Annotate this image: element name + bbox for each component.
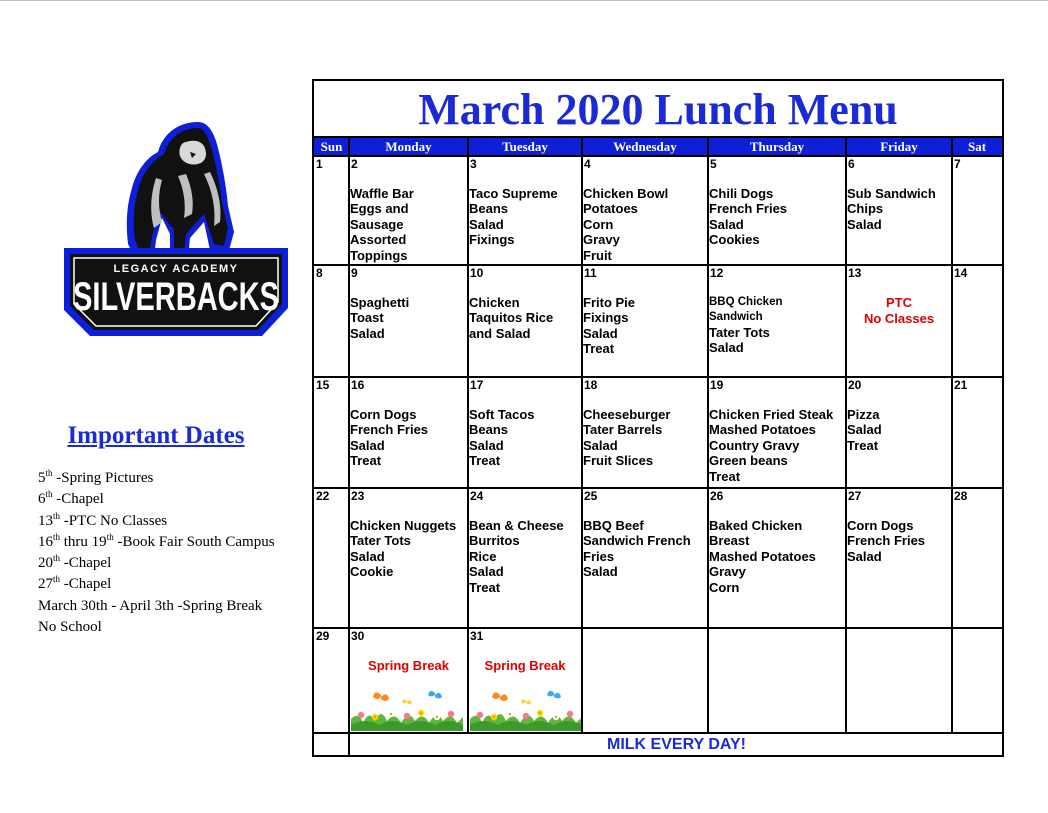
menu-items bbox=[350, 186, 414, 263]
day-cell-sun bbox=[314, 156, 349, 265]
day-number: 24 bbox=[470, 489, 484, 503]
menu-item: Salad bbox=[469, 216, 504, 232]
menu-item: Chicken bbox=[469, 295, 520, 310]
menu-item: Tater Tots bbox=[350, 533, 411, 549]
menu-item: Beans bbox=[469, 201, 509, 217]
day-number: 26 bbox=[710, 489, 724, 503]
menu-item: Waffle Bar bbox=[350, 186, 414, 201]
menu-item: Salad bbox=[469, 437, 504, 453]
menu-item: Treat bbox=[350, 453, 382, 469]
day-cell-wednesday bbox=[582, 265, 708, 377]
grid-line bbox=[845, 137, 847, 733]
menu-item: Treat bbox=[469, 453, 501, 469]
menu-items bbox=[709, 295, 783, 355]
menu-item: Salad bbox=[350, 325, 385, 341]
menu-item: Spaghetti bbox=[350, 295, 410, 310]
day-number: 2 bbox=[351, 157, 358, 171]
important-date-item: 6th -Chapel bbox=[38, 489, 104, 508]
menu-item: Sandwich bbox=[709, 311, 763, 323]
menu-item: Corn Dogs bbox=[350, 407, 417, 422]
menu-items bbox=[847, 186, 936, 232]
event-note bbox=[846, 295, 952, 326]
menu-item: Salad bbox=[583, 564, 618, 580]
grid-line bbox=[951, 137, 953, 733]
menu-item: Assorted bbox=[350, 232, 407, 248]
day-number: 13 bbox=[848, 266, 862, 280]
day-number: 30 bbox=[351, 629, 365, 643]
menu-item: Burritos bbox=[469, 533, 520, 549]
day-cell-thursday bbox=[708, 377, 846, 488]
menu-items bbox=[709, 186, 787, 248]
day-number: 3 bbox=[470, 157, 477, 171]
menu-items bbox=[583, 186, 668, 263]
lunch-calendar bbox=[312, 79, 1004, 757]
menu-item: Cheeseburger bbox=[583, 407, 671, 422]
menu-items bbox=[469, 518, 564, 595]
day-number: 27 bbox=[848, 489, 862, 503]
menu-item: Salad bbox=[583, 325, 618, 341]
day-cell-wednesday bbox=[582, 488, 708, 628]
spring-flowers-icon bbox=[470, 687, 582, 731]
menu-item: Fruit bbox=[583, 247, 612, 263]
menu-items bbox=[583, 407, 670, 469]
menu-item: Salad bbox=[350, 548, 385, 564]
menu-item: Tater Barrels bbox=[583, 422, 663, 438]
header-friday: Friday bbox=[846, 137, 952, 156]
grid-line bbox=[314, 732, 1002, 734]
important-date-item: 13th -PTC No Classes bbox=[38, 510, 168, 529]
menu-items bbox=[583, 295, 635, 357]
day-number: 20 bbox=[848, 378, 862, 392]
header-monday: Monday bbox=[349, 137, 468, 156]
menu-item: Salad bbox=[847, 422, 882, 438]
day-number: 7 bbox=[954, 157, 961, 171]
header-sat: Sat bbox=[952, 137, 1002, 156]
menu-item: Pizza bbox=[847, 407, 880, 422]
menu-item: Breast bbox=[709, 533, 750, 549]
header-tuesday: Tuesday bbox=[468, 137, 582, 156]
grid-line bbox=[314, 264, 1002, 266]
menu-item: Green beans bbox=[709, 453, 788, 469]
menu-item: French Fries bbox=[847, 533, 926, 549]
day-number: 6 bbox=[848, 157, 855, 171]
day-cell-sat bbox=[952, 488, 1002, 628]
day-cell-monday bbox=[349, 377, 468, 488]
menu-items bbox=[469, 186, 558, 248]
menu-items bbox=[847, 407, 882, 453]
day-cell-tuesday bbox=[468, 265, 582, 377]
grid-line bbox=[348, 733, 350, 755]
menu-item: Chicken Nuggets bbox=[350, 518, 457, 533]
day-cell-sat bbox=[952, 156, 1002, 265]
menu-item: Salad bbox=[350, 437, 385, 453]
day-cell-friday bbox=[846, 265, 952, 377]
day-cell-sat bbox=[952, 377, 1002, 488]
important-date-item: 5th -Spring Pictures bbox=[38, 468, 154, 486]
day-number: 11 bbox=[584, 266, 597, 280]
day-number: 31 bbox=[470, 629, 484, 643]
menu-item: Beans bbox=[469, 422, 509, 438]
event-note bbox=[349, 658, 468, 674]
menu-item: Salad bbox=[709, 340, 744, 355]
header-sun: Sun bbox=[314, 137, 349, 156]
day-cell-tuesday bbox=[468, 628, 582, 733]
logo-main-text: SILVERBACKS bbox=[73, 275, 279, 319]
event-note-line: PTC bbox=[886, 295, 912, 310]
day-number: 16 bbox=[351, 378, 365, 392]
important-date-item: March 30th - April 3th -Spring Break bbox=[38, 597, 263, 614]
grid-line bbox=[314, 155, 1002, 157]
menu-items bbox=[709, 518, 816, 595]
grid-line bbox=[707, 137, 709, 733]
day-cell-monday bbox=[349, 156, 468, 265]
menu-item: Taquitos Rice bbox=[469, 310, 554, 326]
grid-line bbox=[581, 137, 583, 733]
important-date-item: 16th thru 19th -Book Fair South Campus bbox=[38, 531, 275, 550]
day-number: 12 bbox=[710, 266, 724, 280]
menu-item: Gravy bbox=[709, 564, 746, 580]
menu-item: Fruit Slices bbox=[583, 453, 654, 469]
day-number: 25 bbox=[584, 489, 598, 503]
day-cell-friday bbox=[846, 156, 952, 265]
calendar-title: March 2020 Lunch Menu bbox=[418, 85, 898, 134]
important-dates-title: Important Dates bbox=[67, 422, 245, 449]
event-note-line: Spring Break bbox=[484, 658, 566, 673]
day-number: 17 bbox=[470, 378, 484, 392]
menu-item: Taco Supreme bbox=[469, 186, 558, 201]
grid-line bbox=[314, 487, 1002, 489]
header-wednesday: Wednesday bbox=[582, 137, 708, 156]
important-date-item: No School bbox=[38, 619, 102, 636]
page-top-rule bbox=[0, 0, 1048, 1]
day-cell-wednesday bbox=[582, 628, 708, 733]
menu-item: Frito Pie bbox=[583, 295, 636, 310]
menu-item: Fixings bbox=[469, 232, 515, 248]
day-number: 4 bbox=[584, 157, 591, 171]
day-cell-sun bbox=[314, 377, 349, 488]
menu-item: Baked Chicken bbox=[709, 518, 803, 533]
day-cell-friday bbox=[846, 488, 952, 628]
menu-item: French Fries bbox=[350, 422, 429, 438]
logo-top-text: LEGACY ACADEMY bbox=[113, 263, 239, 275]
menu-item: Corn bbox=[583, 216, 614, 232]
day-cell-friday bbox=[846, 628, 952, 733]
menu-item: Treat bbox=[709, 468, 741, 484]
spring-flowers-icon bbox=[351, 687, 463, 731]
day-number: 10 bbox=[470, 266, 484, 280]
event-note bbox=[468, 658, 582, 674]
day-cell-thursday bbox=[708, 488, 846, 628]
day-cell-tuesday bbox=[468, 488, 582, 628]
menu-item: Corn Dogs bbox=[847, 518, 914, 533]
day-number: 23 bbox=[351, 489, 365, 503]
day-cell-monday bbox=[349, 265, 468, 377]
day-number: 18 bbox=[584, 378, 598, 392]
day-cell-sat bbox=[952, 628, 1002, 733]
menu-items bbox=[350, 407, 428, 469]
grid-line bbox=[314, 376, 1002, 378]
day-number: 8 bbox=[316, 266, 323, 280]
day-cell-friday bbox=[846, 377, 952, 488]
day-cell-thursday bbox=[708, 628, 846, 733]
important-date-item: 27th -Chapel bbox=[38, 574, 112, 593]
gorilla-icon bbox=[127, 122, 234, 260]
menu-item: Salad bbox=[847, 216, 882, 232]
day-cell-sun bbox=[314, 488, 349, 628]
menu-item: BBQ Beef bbox=[583, 518, 644, 533]
event-note-line: Spring Break bbox=[368, 658, 449, 673]
menu-item: Bean & Cheese bbox=[469, 518, 564, 533]
menu-items bbox=[469, 295, 553, 341]
menu-item: Salad bbox=[709, 216, 744, 232]
menu-items bbox=[583, 518, 691, 580]
day-number: 9 bbox=[351, 266, 358, 280]
menu-item: Chicken Bowl bbox=[583, 186, 669, 201]
menu-item: Salad bbox=[847, 548, 882, 564]
important-date-item: 20th -Chapel bbox=[38, 553, 112, 572]
menu-item: Cookie bbox=[350, 564, 394, 580]
day-cell-sun bbox=[314, 265, 349, 377]
menu-item: Treat bbox=[583, 341, 615, 357]
day-number: 28 bbox=[954, 489, 968, 503]
day-number: 22 bbox=[316, 489, 330, 503]
menu-items bbox=[847, 518, 925, 564]
menu-item: Fixings bbox=[583, 310, 629, 326]
menu-item: French Fries bbox=[709, 201, 788, 217]
day-cell-sat bbox=[952, 265, 1002, 377]
menu-item: Soft Tacos bbox=[469, 407, 535, 422]
menu-item: Sausage bbox=[350, 216, 404, 232]
menu-item: BBQ Chicken bbox=[709, 296, 783, 308]
menu-item: Tater Tots bbox=[709, 325, 770, 340]
day-number: 5 bbox=[710, 157, 717, 171]
day-cell-sun bbox=[314, 628, 349, 733]
menu-item: Potatoes bbox=[583, 201, 638, 217]
day-number: 21 bbox=[954, 378, 968, 392]
header-thursday: Thursday bbox=[708, 137, 846, 156]
menu-item: Treat bbox=[847, 437, 879, 453]
day-cell-thursday bbox=[708, 265, 846, 377]
calendar-grid bbox=[314, 81, 1002, 755]
menu-item: Mashed Potatoes bbox=[709, 548, 816, 564]
day-cell-monday bbox=[349, 488, 468, 628]
menu-item: Cookies bbox=[709, 232, 760, 248]
menu-item: Chicken Fried Steak bbox=[709, 407, 834, 422]
menu-items bbox=[469, 407, 535, 469]
menu-item: Chips bbox=[847, 201, 884, 217]
day-cell-wednesday bbox=[582, 377, 708, 488]
menu-item: Sub Sandwich bbox=[847, 186, 936, 201]
day-cell-tuesday bbox=[468, 156, 582, 265]
milk-footer: MILK EVERY DAY! bbox=[607, 736, 746, 753]
menu-items bbox=[350, 295, 409, 341]
menu-item: Treat bbox=[469, 579, 501, 595]
menu-items bbox=[709, 407, 833, 484]
menu-items bbox=[350, 518, 456, 580]
day-cell-wednesday bbox=[582, 156, 708, 265]
day-number: 15 bbox=[316, 378, 330, 392]
menu-item: Eggs and bbox=[350, 201, 409, 217]
menu-item: Salad bbox=[469, 564, 504, 580]
grid-line bbox=[467, 137, 469, 733]
day-cell-monday bbox=[349, 628, 468, 733]
day-number: 29 bbox=[316, 629, 330, 643]
menu-item: Sandwich French bbox=[583, 533, 691, 549]
menu-item: Toppings bbox=[350, 247, 408, 263]
silverbacks-logo bbox=[58, 118, 294, 340]
event-note-line: No Classes bbox=[863, 310, 935, 326]
menu-item: Fries bbox=[583, 548, 615, 564]
day-number: 14 bbox=[954, 266, 968, 280]
menu-item: Toast bbox=[350, 310, 384, 326]
day-cell-tuesday bbox=[468, 377, 582, 488]
grid-line bbox=[314, 136, 1002, 138]
grid-line bbox=[314, 627, 1002, 629]
day-number: 1 bbox=[316, 157, 323, 171]
menu-item: Salad bbox=[583, 437, 618, 453]
menu-item: Rice bbox=[469, 548, 497, 564]
important-dates-list bbox=[38, 468, 318, 638]
grid-line bbox=[348, 137, 350, 733]
menu-item: and Salad bbox=[469, 325, 531, 341]
menu-item: Chili Dogs bbox=[709, 186, 774, 201]
menu-item: Country Gravy bbox=[709, 437, 800, 453]
menu-item: Corn bbox=[709, 579, 740, 595]
day-cell-thursday bbox=[708, 156, 846, 265]
day-number: 19 bbox=[710, 378, 724, 392]
menu-item: Gravy bbox=[583, 232, 620, 248]
menu-item: Mashed Potatoes bbox=[709, 422, 816, 438]
